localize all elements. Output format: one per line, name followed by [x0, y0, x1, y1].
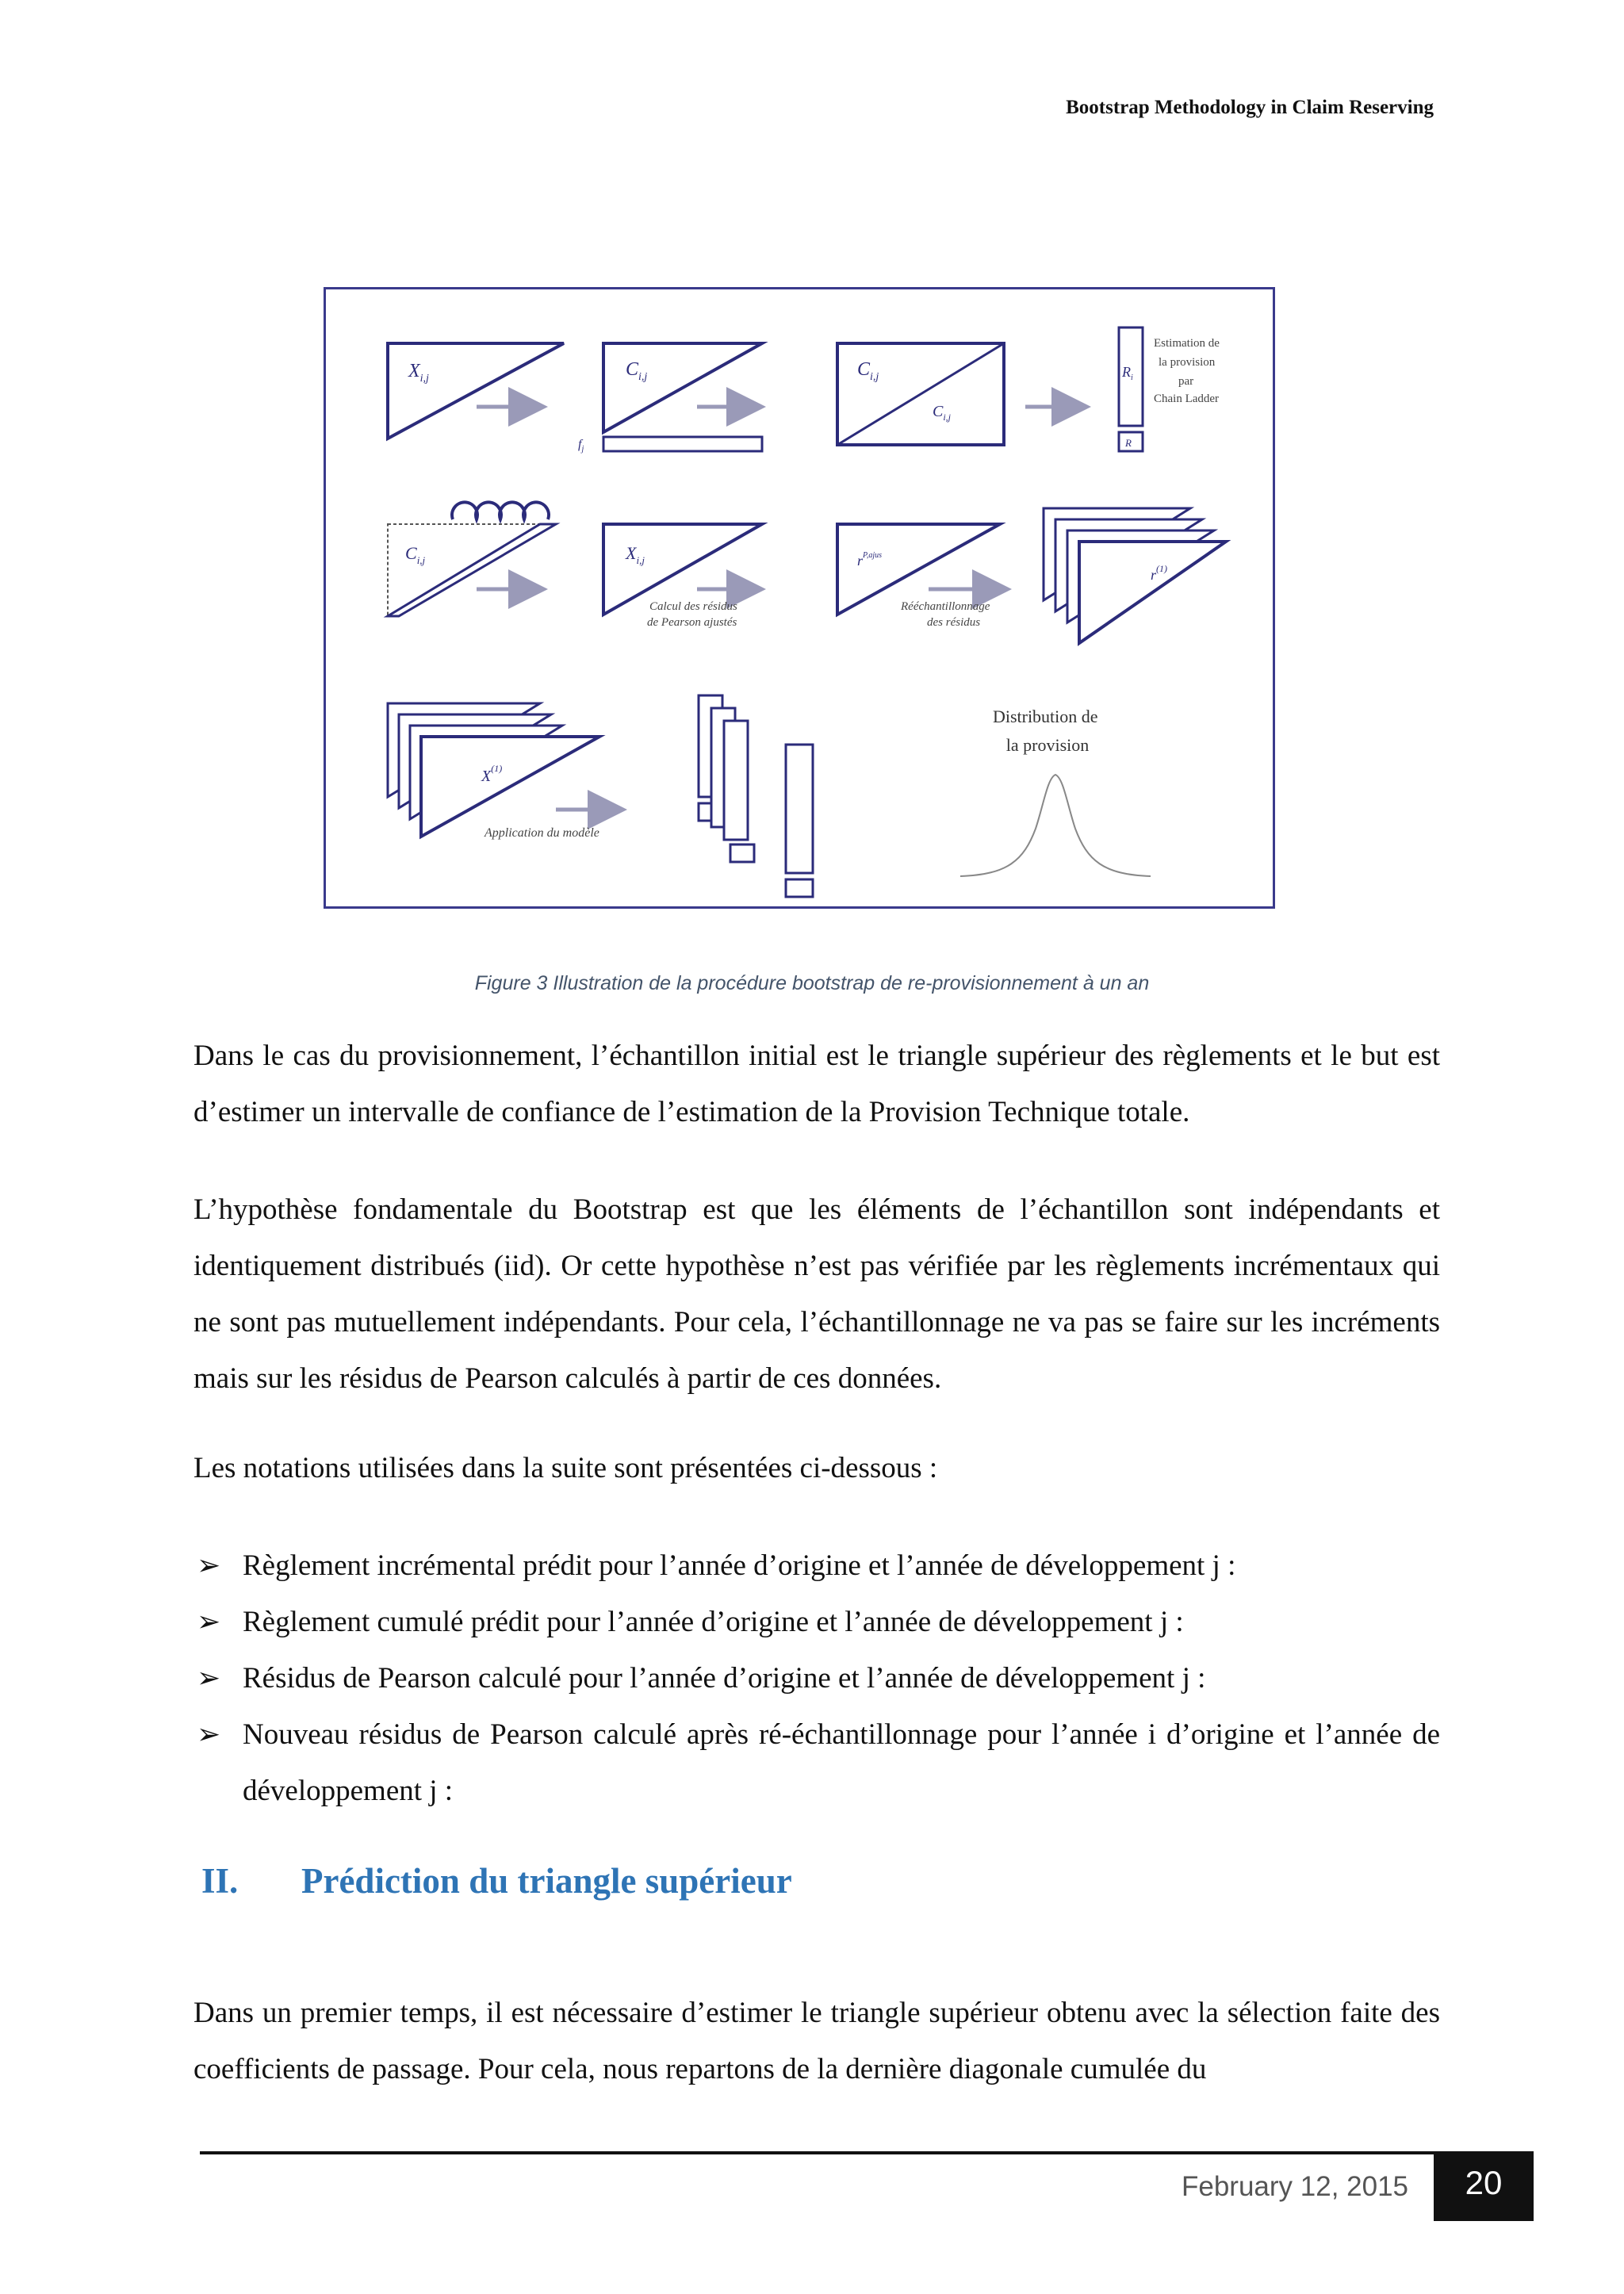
list-item: ➢ Règlement cumulé prédit pour l’année d’origine et l’année de développement j :	[193, 1594, 1440, 1650]
stack-r-front	[1079, 542, 1226, 643]
arrow-bullet-icon: ➢	[197, 1549, 221, 1582]
arrow-bullet-icon: ➢	[197, 1718, 221, 1751]
label-c-tilde: $C_{i,j}$	[405, 543, 426, 566]
arrow-bullet-icon: ➢	[197, 1662, 221, 1695]
notation-list	[193, 1538, 1440, 1819]
arrow-bullet-icon: ➢	[197, 1606, 221, 1638]
page-number: 20	[1434, 2151, 1534, 2221]
label-x-star: $X^{(1)}$	[481, 763, 503, 785]
section-heading	[201, 1860, 792, 1901]
section-number: II.	[201, 1861, 239, 1901]
stack-x-front	[421, 737, 599, 837]
section-title: Prédiction du triangle supérieur	[301, 1861, 792, 1901]
distribution-text: Distribution de la provision	[992, 707, 1098, 755]
label-r-box: R	[1125, 437, 1132, 449]
label-x: $X_{i,j}$	[408, 361, 429, 385]
label-r-pearson: $r^{P,ajus}$	[857, 551, 883, 569]
label-c-upper: $C_{i,j}$	[857, 359, 879, 383]
sim-box-3	[730, 844, 754, 862]
label-x-hat: $X_{i,j}$	[626, 543, 645, 566]
running-title: Bootstrap Methodology in Claim Reserving	[1066, 97, 1434, 118]
loop-marks	[452, 502, 549, 519]
sim-column-4	[786, 745, 813, 873]
factor-bar	[603, 437, 762, 451]
label-r-star: $r^{(1)}$	[1151, 563, 1168, 583]
figure-drawing	[326, 289, 1273, 906]
list-item: ➢ Nouveau résidus de Pearson calculé après ré-échantillonnage pour l’année i d’origine et l’année de développement j :	[193, 1706, 1440, 1819]
footer-rule	[200, 2151, 1534, 2154]
paragraph-2: L’hypothèse fondamentale du Bootstrap est que les éléments de l’échantillon sont indépendants et identiquement distribués (iid). Or cette hypothèse n’est pas vérifiée par les règlements incrémentaux qui ne sont pas mutuellement indépendants. Pour cela, l’échantillonnage ne va pas se faire sur les incréments mais sur les résidus de Pearson calculés à partir de ces données.	[193, 1193, 1440, 1395]
paragraph-3: Les notations utilisées dans la suite sont présentées ci-dessous :	[193, 1452, 938, 1484]
label-r-hat: $R_i$	[1122, 364, 1133, 382]
label-f: $f_j$	[578, 438, 584, 454]
reechant-text: Rééchantillonnage des résidus	[901, 600, 990, 629]
sim-box-4	[786, 879, 813, 897]
list-item: ➢ Règlement incrémental prédit pour l’année d’origine et l’année de développement j :	[193, 1538, 1440, 1594]
triangle-x	[388, 343, 564, 439]
triangle-c	[603, 343, 762, 432]
application-text: Application du modèle	[485, 826, 599, 840]
estimation-text: Estimation de la provision par Chain Ladder	[1154, 337, 1220, 405]
bootstrap-figure	[324, 287, 1275, 909]
residus-calc-text: Calcul des résidus de Pearson ajustés	[647, 600, 737, 629]
list-item: ➢ Résidus de Pearson calculé pour l’année d’origine et l’année de développement j :	[193, 1650, 1440, 1706]
paragraph-1: Dans le cas du provisionnement, l’échantillon initial est le triangle supérieur des règlements et le but est d’estimer un intervalle de confiance de l’estimation de la Provision Technique totale.	[193, 1040, 1440, 1128]
sim-column-3	[724, 721, 748, 840]
figure-caption: Figure 3 Illustration de la procédure bootstrap de re-provisionnement à un an	[474, 972, 1150, 994]
label-c: $C_{i,j}$	[626, 359, 648, 383]
paragraph-4: Dans un premier temps, il est nécessaire d’estimer le triangle supérieur obtenu avec la sélection faite des coefficients de passage. Pour cela, nous repartons de la dernière diagonale cumulée du	[193, 1997, 1440, 2085]
distribution-curve	[960, 775, 1151, 876]
footer-date: February 12, 2015	[1181, 2171, 1408, 2202]
label-c-lower: $C_{i,j}$	[933, 403, 952, 423]
